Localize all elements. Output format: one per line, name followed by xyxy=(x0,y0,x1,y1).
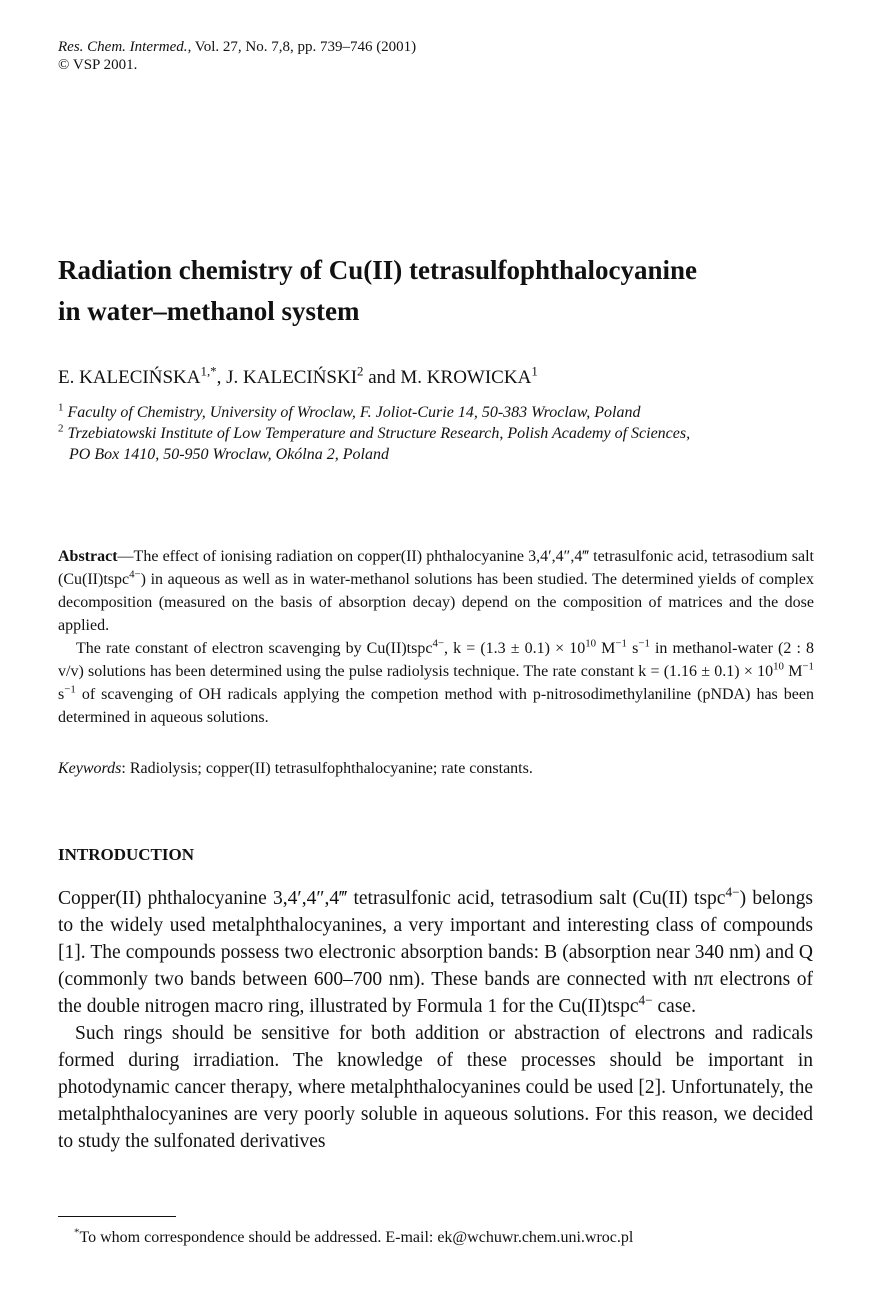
abstract-text: in methanol-water (2 : 8 v/v) solutions has been determined using the pulse radiolysis technique. The rate constant k = (1.16 ± 0.1) × 10 xyxy=(58,640,814,680)
affiliation-2 xyxy=(58,423,828,444)
title-line-1: Radiation chemistry of Cu(II) tetrasulfophthalocyanine xyxy=(58,255,697,285)
footnote-mark: * xyxy=(74,1226,80,1239)
author-1-sup: 1,* xyxy=(200,363,217,379)
superscript: 10 xyxy=(585,637,597,650)
title-line-2: in water–methanol system xyxy=(58,296,360,326)
affiliation-1-text: Faculty of Chemistry, University of Wroclaw, F. Joliot-Curie 14, 50-383 Wroclaw, Poland xyxy=(63,404,641,421)
affiliation-2-continued: PO Box 1410, 50-950 Wroclaw, Okólna 2, Poland xyxy=(69,446,389,463)
author-1: E. KALECIŃSKA xyxy=(58,367,201,388)
body-text: case. xyxy=(652,996,696,1017)
section-heading-introduction: INTRODUCTION xyxy=(58,845,195,864)
abstract-text: —The effect of ionising radiation on copper(II) phthalocyanine 3,4′,4″,4‴ tetrasulfonic acid, tetrasodium salt (Cu(II)tspc xyxy=(58,548,814,588)
abstract-paragraph-1 xyxy=(58,545,814,637)
abstract-text: of scavenging of OH radicals applying the competion method with p-nitrosodimethylaniline (pNDA) has been determined in aqueous solutions. xyxy=(58,686,814,726)
superscript: 10 xyxy=(773,660,784,673)
keywords xyxy=(58,760,533,778)
abstract-text: , k = (1.3 ± 0.1) × 10 xyxy=(444,640,586,657)
paper-title xyxy=(58,250,818,332)
body-text: Copper(II) phthalocyanine 3,4′,4″,4‴ tetrasulfonic acid, tetrasodium salt (Cu(II) tspc xyxy=(58,888,726,909)
keywords-label: Keywords xyxy=(58,760,122,777)
abstract-paragraph-2 xyxy=(58,637,814,729)
affiliation-1 xyxy=(58,402,640,423)
superscript: −1 xyxy=(615,637,627,650)
author-2-sup: 2 xyxy=(357,363,364,379)
superscript: −1 xyxy=(638,637,650,650)
copyright: © VSP 2001. xyxy=(58,57,138,73)
author-2: , J. KALECIŃSKI xyxy=(216,367,358,388)
citation-details: , Vol. 27, No. 7,8, pp. 739–746 (2001) xyxy=(187,39,417,55)
superscript: −1 xyxy=(64,683,76,696)
abstract-text: M xyxy=(596,640,616,657)
journal-citation xyxy=(58,38,416,56)
author-list xyxy=(58,363,538,389)
journal-header xyxy=(58,38,416,74)
affiliation-2-text: Trzebiatowski Institute of Low Temperature and Structure Research, Polish Academy of Sciences, xyxy=(63,425,691,442)
body-text: ) belongs to the widely used metalphthalocyanines, a very important and interesting class of compounds [1]. The compounds possess two electronic absorption bands: B (absorption near 340 nm) and Q (commonly two bands between 600–700 nm). These bands are connected with nπ electrons of the double nitrogen macro ring, illustrated by Formula 1 for the Cu(II)tspc xyxy=(58,888,813,1017)
footnote xyxy=(74,1226,634,1247)
intro-paragraph-2: Such rings should be sensitive for both addition or abstraction of electrons and radicals formed during irradiation. The knowledge of these processes should be important in photodynamic cancer therapy, where metalphthalocyanines could be used [2]. Unfortunately, the metalphthalocyanines are very poorly soluble in aqueous solutions. For this reason, we decided to study the sulfonated derivatives xyxy=(58,1023,813,1152)
abstract-label: Abstract xyxy=(58,548,118,565)
abstract-text: The rate constant of electron scavenging by Cu(II)tspc xyxy=(76,640,433,657)
keywords-text: : Radiolysis; copper(II) tetrasulfophthalocyanine; rate constants. xyxy=(121,760,533,777)
superscript: 4− xyxy=(725,884,740,900)
superscript: 4− xyxy=(638,992,653,1008)
affiliation-2-num: 2 xyxy=(58,422,64,435)
author-3: and M. KROWICKA xyxy=(363,367,532,388)
journal-abbrev: Res. Chem. Intermed. xyxy=(58,39,188,55)
footnote-text: To whom correspondence should be addressed. E-mail: ek@wchuwr.chem.uni.wroc.pl xyxy=(79,1229,634,1246)
abstract-text: ) in aqueous as well as in water-methanol solutions has been studied. The determined yields of complex decomposition (measured on the basis of absorption decay) depend on the composition of matrices and the dose applied. xyxy=(58,571,814,634)
author-3-sup: 1 xyxy=(531,363,538,379)
footnote-rule xyxy=(58,1216,176,1217)
affiliation-1-num: 1 xyxy=(58,401,64,414)
intro-paragraph-1 xyxy=(58,885,813,1020)
superscript: 4− xyxy=(432,637,445,650)
superscript: −1 xyxy=(802,660,814,673)
abstract-text: M xyxy=(783,663,803,680)
abstract-text: s xyxy=(58,686,65,703)
introduction-body xyxy=(58,885,813,1155)
abstract xyxy=(58,545,814,729)
superscript: 4− xyxy=(129,568,141,581)
abstract-text: s xyxy=(626,640,639,657)
